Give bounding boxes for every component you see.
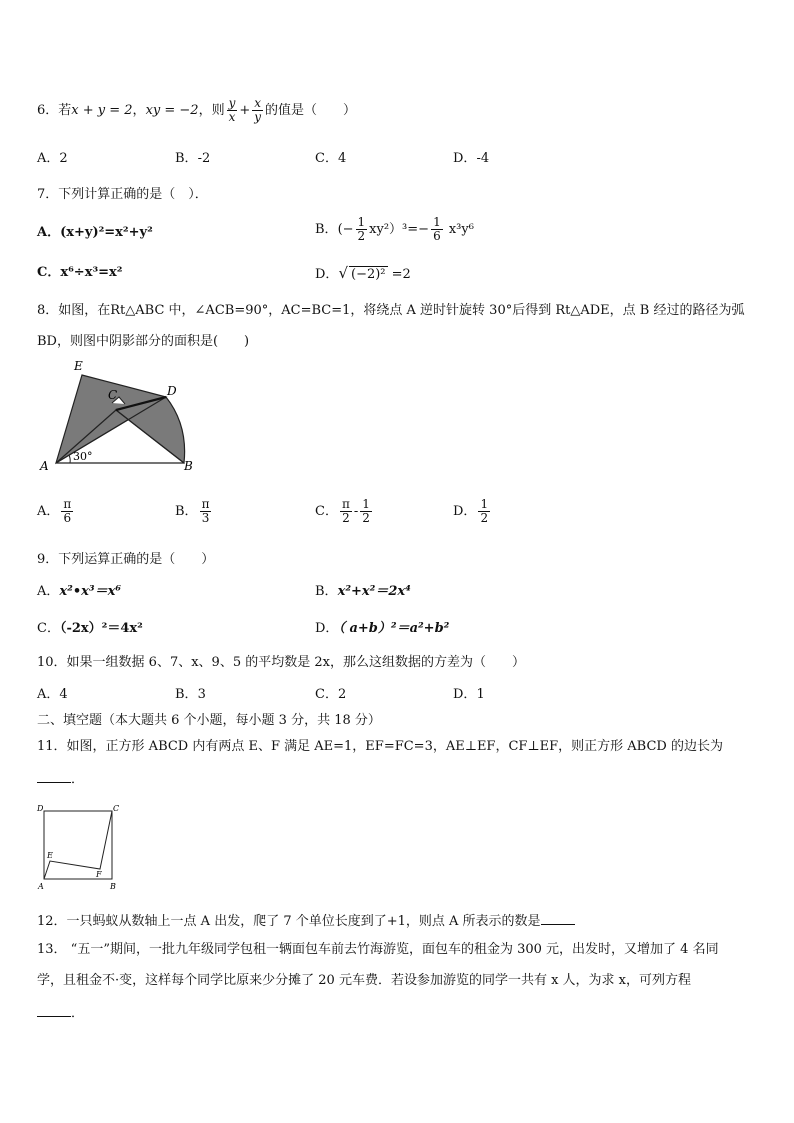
q11-label-a: A <box>38 882 44 891</box>
q11-blank[interactable] <box>37 770 71 783</box>
q13-stem-line2: 学，且租金不·变，这样每个同学比原来少分摊了 20 元车费．若设参加游览的同学一共有 x 人，为求 x，可列方程 <box>37 973 691 988</box>
q7-option-b-frac2 <box>431 216 443 243</box>
q8-angle-label: 30° <box>73 450 93 463</box>
q11-label-b: B <box>110 882 116 891</box>
q6-prefix: 6．若 <box>37 103 72 118</box>
q9-option-c-label: C． <box>37 621 60 636</box>
q10-stem: 10．如果一组数据 6、7、x、9、5 的平均数是 2x，那么这组数据的方差为（ ） <box>37 655 525 670</box>
q7-option-b-label: B． <box>315 222 338 237</box>
q8-stem-line2: BD，则图中阴影部分的面积是( ) <box>37 334 250 349</box>
q8-option-b <box>175 498 213 525</box>
q6-option-d-text: -4 <box>476 151 490 166</box>
q8-a-den: 6 <box>63 511 72 525</box>
q7-b-frac2-den: 6 <box>433 229 441 243</box>
q13-tail: ． <box>71 1006 85 1021</box>
q9-option-c-text: （-2x）²＝4x² <box>59 621 143 636</box>
q8-a-num: π <box>63 497 72 511</box>
q6-option-a <box>37 151 68 167</box>
q6-then: ，则 <box>198 103 225 118</box>
q9-stem: 9．下列运算正确的是（ ） <box>37 552 215 567</box>
q6-frac1-denominator: x <box>228 110 236 124</box>
q11-answer-line <box>37 770 84 788</box>
q7-option-c <box>37 265 122 281</box>
q11-label-e: E <box>47 851 53 860</box>
q7-b-frac1-num: 1 <box>357 215 366 229</box>
q13-answer-line <box>37 1004 84 1022</box>
q11-tail: ． <box>71 772 85 787</box>
q7-b-frac1-den: 2 <box>357 229 366 243</box>
q11-figure <box>34 801 124 891</box>
q6-option-d-label: D． <box>453 151 477 166</box>
q6-option-d <box>453 151 489 167</box>
q9-option-b <box>315 584 411 600</box>
q10-option-a-label: A． <box>37 687 60 702</box>
q6-frac1-numerator: y <box>228 96 236 110</box>
q8-option-d-frac <box>478 498 490 525</box>
q8-label-d: D <box>167 384 177 398</box>
q8-option-b-label: B． <box>175 504 198 519</box>
q8-angle-arc <box>69 455 70 463</box>
q9-option-a-text: x²•x³＝x⁶ <box>59 584 122 599</box>
q11-square-abcd <box>44 811 112 879</box>
q8-option-a <box>37 498 75 525</box>
q6-frac2-denominator: y <box>254 110 262 124</box>
q11-label-c: C <box>113 804 120 813</box>
q9-option-d <box>315 621 449 637</box>
q10-option-d-text: 1 <box>476 687 485 702</box>
q8-label-e: E <box>74 359 83 373</box>
q8-b-den: 3 <box>201 511 210 525</box>
q10-option-c-label: C． <box>315 687 338 702</box>
q11-label-d: D <box>37 804 44 813</box>
q8-c-num2: 1 <box>362 497 370 511</box>
q6-option-b <box>175 151 210 167</box>
q8-c-den1: 2 <box>342 511 350 525</box>
q10-option-c <box>315 687 346 703</box>
q8-option-c-frac1 <box>340 498 352 525</box>
q6-stem: 6．若x + y = 2，xy = −2，则 $\frac{y}{x}$ + $\frac{x}{y}$ 的值是（ ） <box>37 96 357 124</box>
q9-option-d-label: D． <box>315 621 339 636</box>
q12-blank[interactable] <box>541 912 575 925</box>
q13-stem-line1: 13． “五一”期间，一批九年级同学包租一辆面包车前去竹海游览，面包车的租金为 300 元，出发时，又增加了 4 名同 <box>37 942 719 957</box>
q8-option-d <box>453 498 492 525</box>
q6-option-c-label: C． <box>315 151 338 166</box>
q8-option-c <box>315 498 374 525</box>
q7-option-b-mid: xy²）³=− <box>369 222 430 237</box>
q7-b-frac2-num: 1 <box>433 215 441 229</box>
q10-option-b <box>175 687 206 703</box>
q7-option-a-text: (x+y)²=x²+y² <box>60 225 153 240</box>
q8-label-b: B <box>184 459 193 473</box>
q7-stem: 7．下列计算正确的是（ ）． <box>37 187 208 202</box>
q9-option-b-text: x²+x²＝2x⁴ <box>337 584 411 599</box>
q8-stem-line1: 8．如图，在Rt△ABC 中，∠ACB=90°，AC=BC=1，将绕点 A 逆时针旋转 30°后得到 Rt△ADE，点 B 经过的路径为弧 <box>37 303 745 318</box>
q10-option-c-text: 2 <box>337 687 347 702</box>
q9-option-b-label: B． <box>315 584 338 599</box>
q7-option-c-text: x⁶÷x³=x² <box>60 265 123 280</box>
q11-stem: 11．如图，正方形 ABCD 内有两点 E、F 满足 AE=1，EF=FC=3，AE⊥EF，CF⊥EF，则正方形 ABCD 的边长为 <box>37 739 723 754</box>
q11-path-aefc <box>44 811 112 879</box>
q8-figure <box>38 355 198 473</box>
q7-option-d: D．√ (−2)² =2 <box>315 264 411 282</box>
q8-option-d-label: D． <box>453 504 477 519</box>
q8-option-a-label: A． <box>37 504 60 519</box>
q8-label-c: C <box>108 388 118 402</box>
q13-blank[interactable] <box>37 1004 71 1017</box>
q12-text: 12．一只蚂蚁从数轴上一点 A 出发，爬了 7 个单位长度到了+1，则点 A 所表示的数是 <box>37 914 541 929</box>
q7-option-d-post: =2 <box>387 267 411 282</box>
q6-option-a-text: 2 <box>59 151 68 166</box>
q7-option-d-label: D． <box>315 267 339 282</box>
q9-option-c <box>37 621 143 637</box>
q6-fraction-2 <box>252 97 263 124</box>
q8-b-num: π <box>201 497 210 511</box>
q7-option-a-label: A． <box>37 225 61 240</box>
q6-fraction-1 <box>227 97 238 124</box>
q7-option-d-radicand: (−2)² <box>351 267 386 282</box>
q6-condition-1: x + y = 2 <box>71 103 133 118</box>
section-2-title: 二、填空题（本大题共 6 个小题，每小题 3 分，共 18 分） <box>37 713 381 728</box>
q10-option-d <box>453 687 485 703</box>
q8-c-den2: 2 <box>362 511 370 525</box>
q6-option-b-label: B． <box>175 151 198 166</box>
q8-option-c-frac2 <box>360 498 372 525</box>
q6-option-c-text: 4 <box>337 151 347 166</box>
q7-option-b-frac1 <box>356 216 368 243</box>
q9-option-a-label: A． <box>37 584 60 599</box>
q8-d-den: 2 <box>480 511 489 525</box>
q8-c-num1: π <box>341 497 350 511</box>
q9-option-d-text: （ a+b）²＝a²+b² <box>338 621 450 636</box>
q6-option-b-text: -2 <box>197 151 211 166</box>
q8-option-a-frac <box>61 498 73 525</box>
q10-option-a-text: 4 <box>59 687 68 702</box>
q10-option-d-label: D． <box>453 687 477 702</box>
q12-stem <box>37 912 575 930</box>
q10-option-b-label: B． <box>175 687 198 702</box>
q6-option-a-label: A． <box>37 151 60 166</box>
q8-c-minus: - <box>353 504 359 519</box>
q8-option-c-label: C． <box>315 504 338 519</box>
q7-option-b-pre: (− <box>337 222 354 237</box>
q6-option-c <box>315 151 346 167</box>
q6-suffix: 的值是（ ） <box>265 103 357 118</box>
q9-option-a <box>37 584 121 600</box>
q6-condition-2: xy = −2 <box>145 103 199 118</box>
q7-option-c-label: C． <box>37 265 61 280</box>
q8-d-num: 1 <box>480 497 489 511</box>
q7-option-a <box>37 225 153 241</box>
q6-frac2-numerator: x <box>254 96 262 110</box>
q7-option-b-post: x³y⁶ <box>444 222 474 237</box>
q11-label-f: F <box>96 870 102 879</box>
q7-option-b <box>315 216 474 243</box>
q10-option-b-text: 3 <box>197 687 206 702</box>
q8-option-b-frac <box>200 498 212 525</box>
q10-option-a <box>37 687 68 703</box>
q8-label-a: A <box>40 459 49 473</box>
